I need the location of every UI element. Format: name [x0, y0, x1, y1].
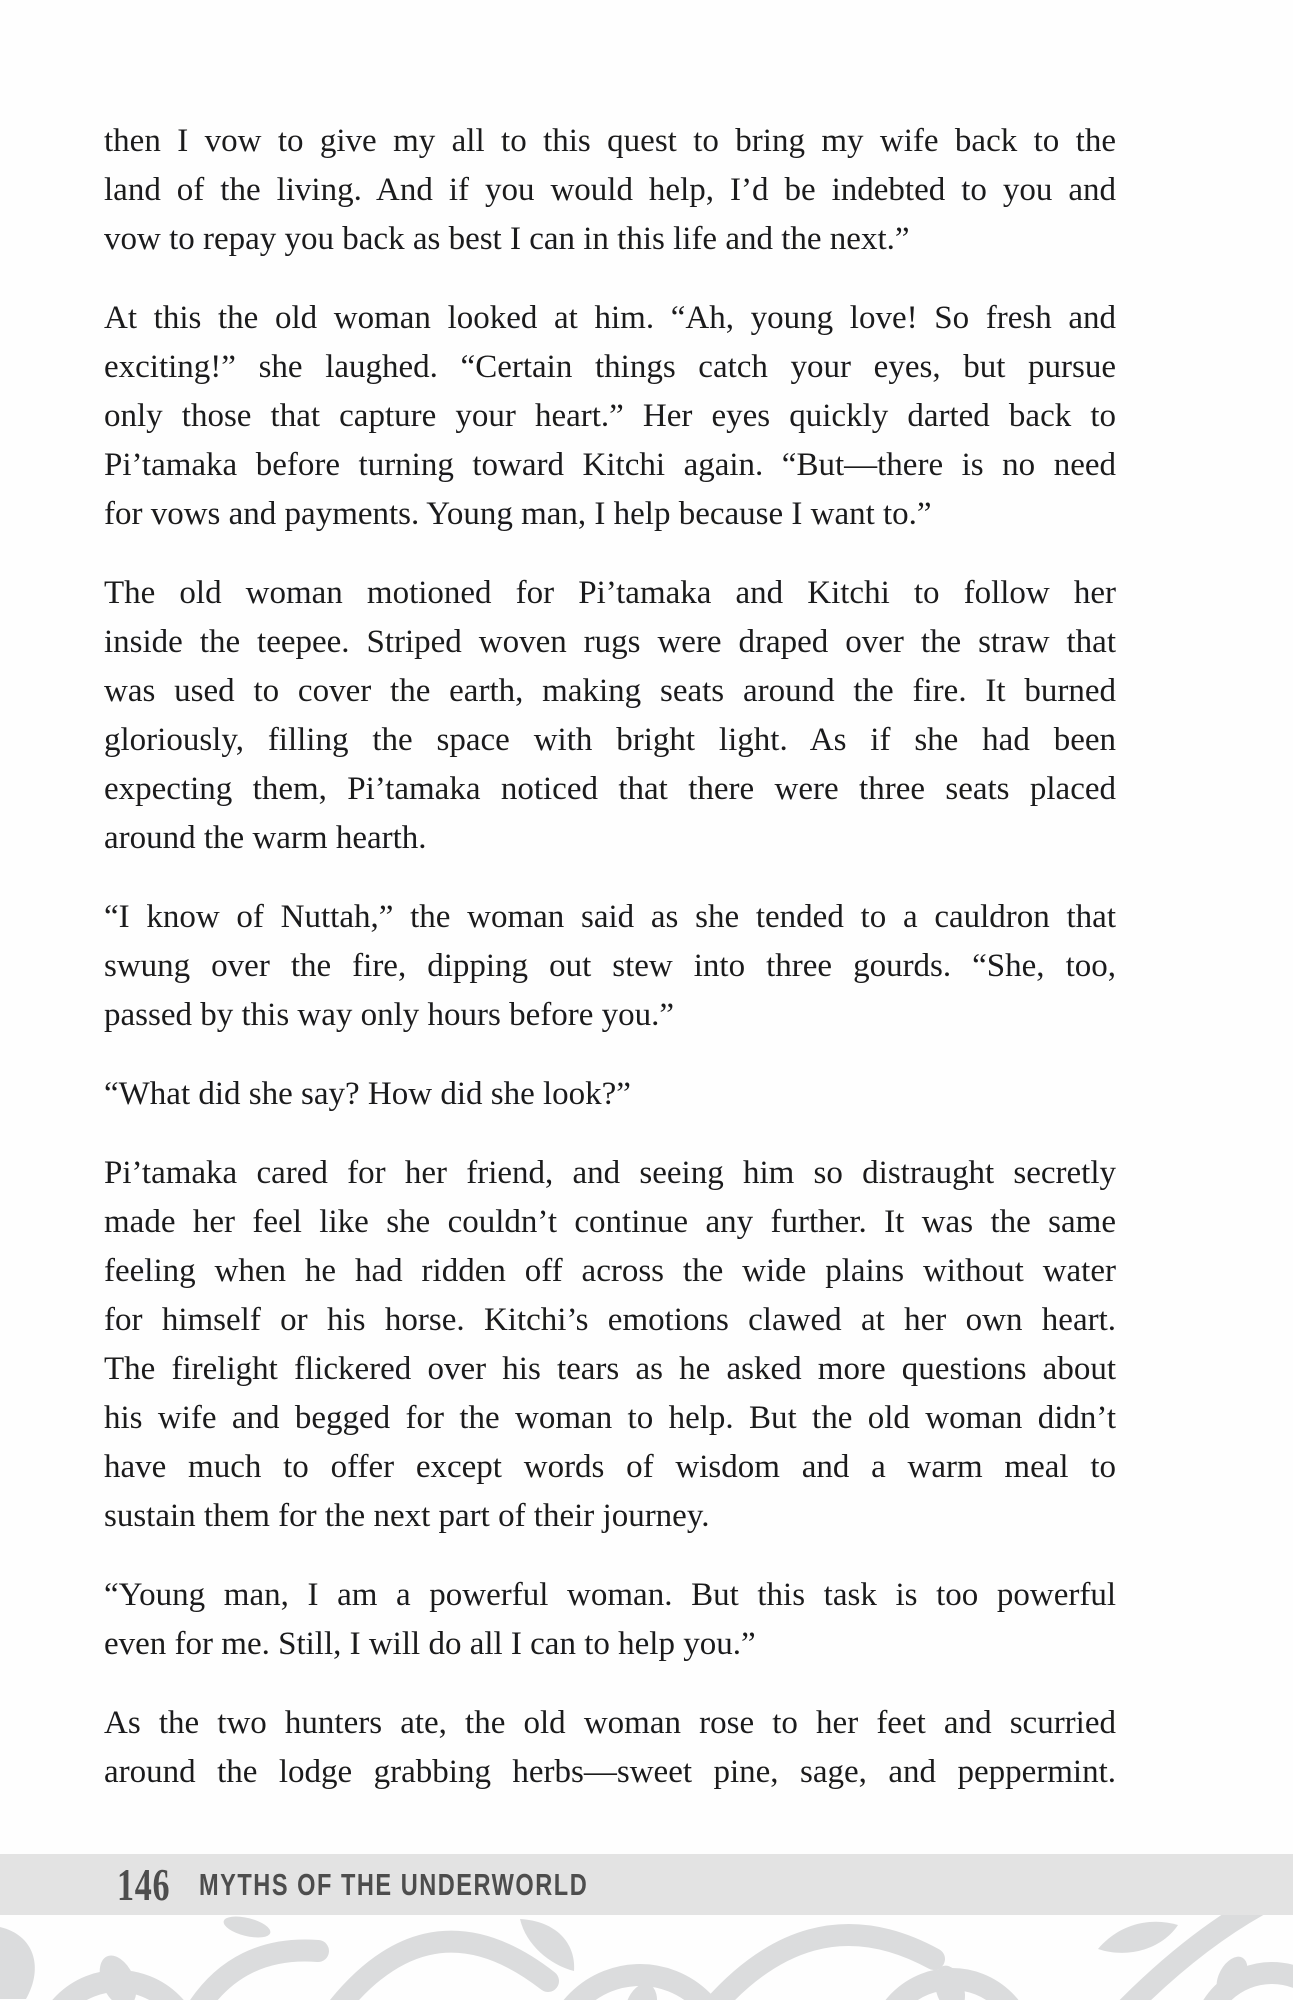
footer-band — [0, 1854, 1293, 1915]
text-line: only those that capture your heart.” Her eyes quickly darted back to — [104, 398, 1116, 434]
text-line: then I vow to give my all to this quest to bring my wife back to the — [104, 123, 1116, 159]
text-line: sustain them for the next part of their journey. — [104, 1498, 710, 1534]
paragraph — [104, 1070, 1116, 1119]
paragraph — [104, 294, 1116, 539]
page-number: 146 — [117, 1858, 171, 1910]
text-line: vow to repay you back as best I can in this life and the next.” — [104, 221, 910, 257]
paragraph — [104, 569, 1116, 863]
text-line: his wife and begged for the woman to help. But the old woman didn’t — [104, 1400, 1116, 1436]
paragraph — [104, 1571, 1116, 1669]
text-line: expecting them, Pi’tamaka noticed that there were three seats placed — [104, 771, 1116, 807]
text-line: even for me. Still, I will do all I can to help you.” — [104, 1626, 756, 1662]
text-line: for himself or his horse. Kitchi’s emotions clawed at her own heart. — [104, 1302, 1116, 1338]
text-line: for vows and payments. Young man, I help because I want to.” — [104, 496, 932, 532]
text-line: feeling when he had ridden off across the wide plains without water — [104, 1253, 1116, 1289]
text-line: was used to cover the earth, making seats around the fire. It burned — [104, 673, 1116, 709]
text-line: gloriously, filling the space with bright light. As if she had been — [104, 722, 1116, 758]
text-line: “Young man, I am a powerful woman. But this task is too powerful — [104, 1577, 1116, 1613]
text-line: Pi’tamaka cared for her friend, and seeing him so distraught secretly — [104, 1155, 1116, 1191]
body-text — [104, 117, 1116, 1827]
text-line: The firelight flickered over his tears as he asked more questions about — [104, 1351, 1116, 1387]
text-line: around the warm hearth. — [104, 820, 427, 856]
text-line: exciting!” she laughed. “Certain things catch your eyes, but pursue — [104, 349, 1116, 385]
text-line: Pi’tamaka before turning toward Kitchi again. “But—there is no need — [104, 447, 1116, 483]
paragraph — [104, 1149, 1116, 1541]
text-line: inside the teepee. Striped woven rugs were draped over the straw that — [104, 624, 1116, 660]
text-line: passed by this way only hours before you.” — [104, 997, 675, 1033]
paragraph — [104, 893, 1116, 1040]
text-line: “I know of Nuttah,” the woman said as she tended to a cauldron that — [104, 899, 1116, 935]
text-line: “What did she say? How did she look?” — [104, 1076, 631, 1112]
text-line: At this the old woman looked at him. “Ah, young love! So fresh and — [104, 300, 1116, 336]
text-line: The old woman motioned for Pi’tamaka and Kitchi to follow her — [104, 575, 1116, 611]
koru-border-ornament — [0, 1915, 1293, 2000]
paragraph — [104, 1699, 1116, 1797]
running-title: MYTHS OF THE UNDERWORLD — [199, 1867, 589, 1902]
text-line: made her feel like she couldn’t continue any further. It was the same — [104, 1204, 1116, 1240]
paragraph — [104, 117, 1116, 264]
text-line: swung over the fire, dipping out stew into three gourds. “She, too, — [104, 948, 1116, 984]
text-line: land of the living. And if you would help, I’d be indebted to you and — [104, 172, 1116, 208]
text-line: have much to offer except words of wisdom and a warm meal to — [104, 1449, 1116, 1485]
text-line: around the lodge grabbing herbs—sweet pine, sage, and peppermint. — [104, 1754, 1116, 1790]
text-line: As the two hunters ate, the old woman rose to her feet and scurried — [104, 1705, 1116, 1741]
